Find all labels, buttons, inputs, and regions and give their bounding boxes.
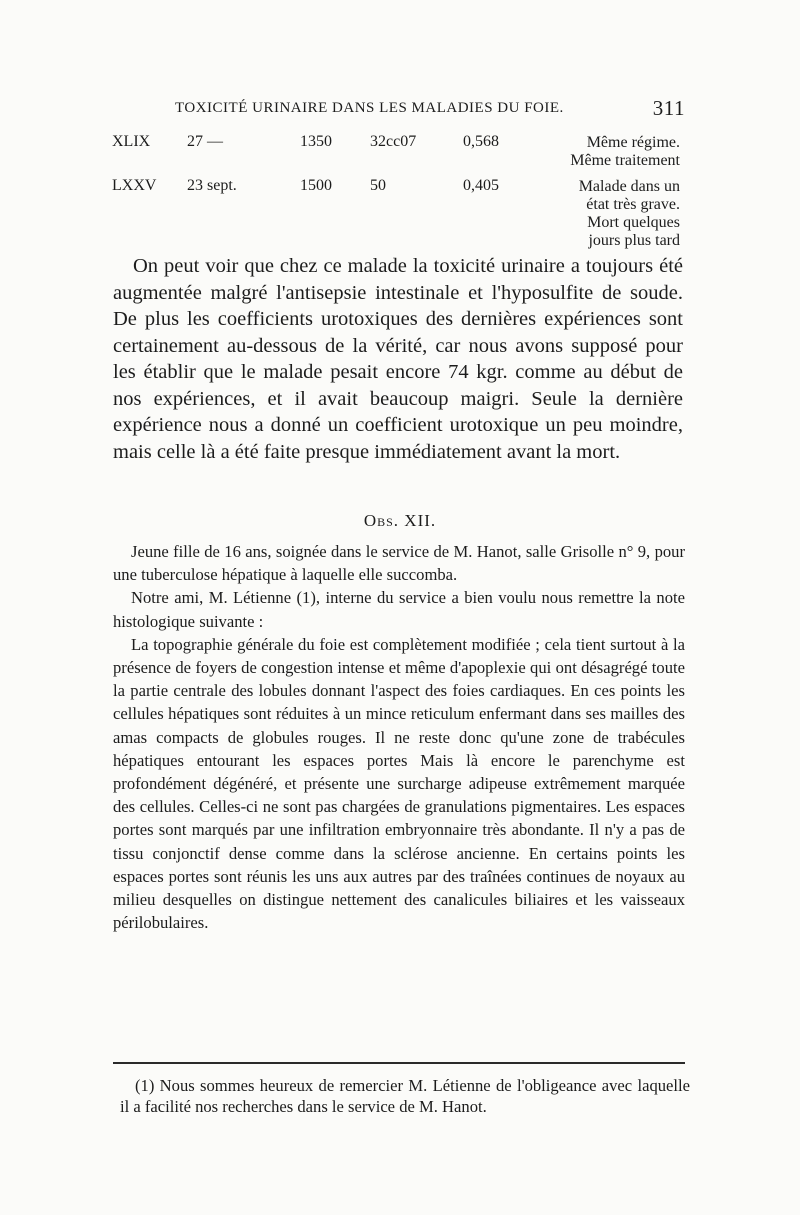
footnote-text: (1) Nous sommes heureux de remercier M. Létienne de l'obligeance avec laquelle il a facilité nos recherches dans le service de M. Hanot. — [120, 1076, 690, 1116]
coefficient-cell: 0,568 — [463, 133, 499, 150]
observation-paragraph: Notre ami, M. Létienne (1), interne du service a bien voulu nous remettre la note histologique suivante : — [113, 588, 685, 631]
page-number: 311 — [652, 96, 685, 120]
toxicity-cell: 50 — [370, 177, 386, 194]
main-text — [113, 253, 683, 465]
running-title: TOXICITÉ URINAIRE DANS LES MALADIES DU FOIE. — [175, 100, 564, 116]
note-line: jours plus tard — [588, 232, 680, 249]
observation-text — [113, 540, 685, 934]
volume-cell: 1500 — [300, 177, 332, 194]
note-line: Mort quelques — [587, 214, 680, 231]
coefficient-cell: 0,405 — [463, 177, 499, 194]
observation-paragraph: Jeune fille de 16 ans, soignée dans le service de M. Hanot, salle Grisolle n° 9, pour une tuberculose hépatique à laquelle elle succomba. — [113, 542, 685, 585]
observation-label: Obs. — [363, 511, 400, 530]
note-line: état très grave. — [586, 196, 680, 213]
note-cell — [540, 178, 680, 250]
obs-number: XLIX — [112, 133, 151, 150]
note-cell — [540, 134, 680, 170]
footnote-divider — [113, 1062, 685, 1064]
observation-heading — [0, 511, 800, 531]
toxicity-cell: 32cc07 — [370, 133, 417, 150]
date-cell: 23 sept. — [187, 177, 237, 194]
volume-cell: 1350 — [300, 133, 332, 150]
date-cell: 27 — — [187, 133, 223, 150]
note-line: Malade dans un — [578, 178, 680, 195]
note-line: Même régime. — [586, 134, 680, 151]
note-line: Même traitement — [570, 152, 680, 169]
observation-paragraph: La topographie générale du foie est complètement modifiée ; cela tient surtout à la présence de foyers de congestion intense et même d'apoplexie qui ont désagrégé toute la partie centrale des lobules donnant l'aspect des foies cardiaques. En ces points les cellules hépatiques sont réduites à un mince reticulum enfermant dans ses mailles des amas compacts de globules rouges. Il ne reste donc qu'une zone de trabécules hépatiques entourant les espaces portes Mais là encore le parenchyme est profondément dégénéré, et présente une surcharge adipeuse extrêmement marquée des cellules. Celles-ci ne sont pas chargées de granulations pigmentaires. Les espaces portes sont marqués par une infiltration embryonnaire très abondante. Il n'y a pas de tissu conjonctif dense comme dans la sclérose ancienne. En certains points les espaces portes sont réunis les uns aux autres par des traînées continues de noyaux au milieu desquelles on distingue nettement des canalicules biliaires et les vaisseaux périlobulaires. — [113, 634, 685, 933]
footnote — [120, 1075, 690, 1117]
obs-number: LXXV — [112, 177, 157, 194]
observation-number: XII. — [404, 511, 437, 530]
main-paragraph: On peut voir que chez ce malade la toxicité urinaire a toujours été augmentée malgré l'antisepsie intestinale et l'hyposulfite de soude. De plus les coefficients urotoxiques des dernières expériences sont certainement au-dessous de la vérité, car nous avons supposé pour les établir que le malade pesait encore 74 kgr. comme au début de nos expériences, et il avait beaucoup maigri. Seule la dernière expérience nous a donné un coefficient urotoxique un peu moindre, mais celle là a été faite presque immédiatement avant la mort. — [113, 255, 683, 463]
